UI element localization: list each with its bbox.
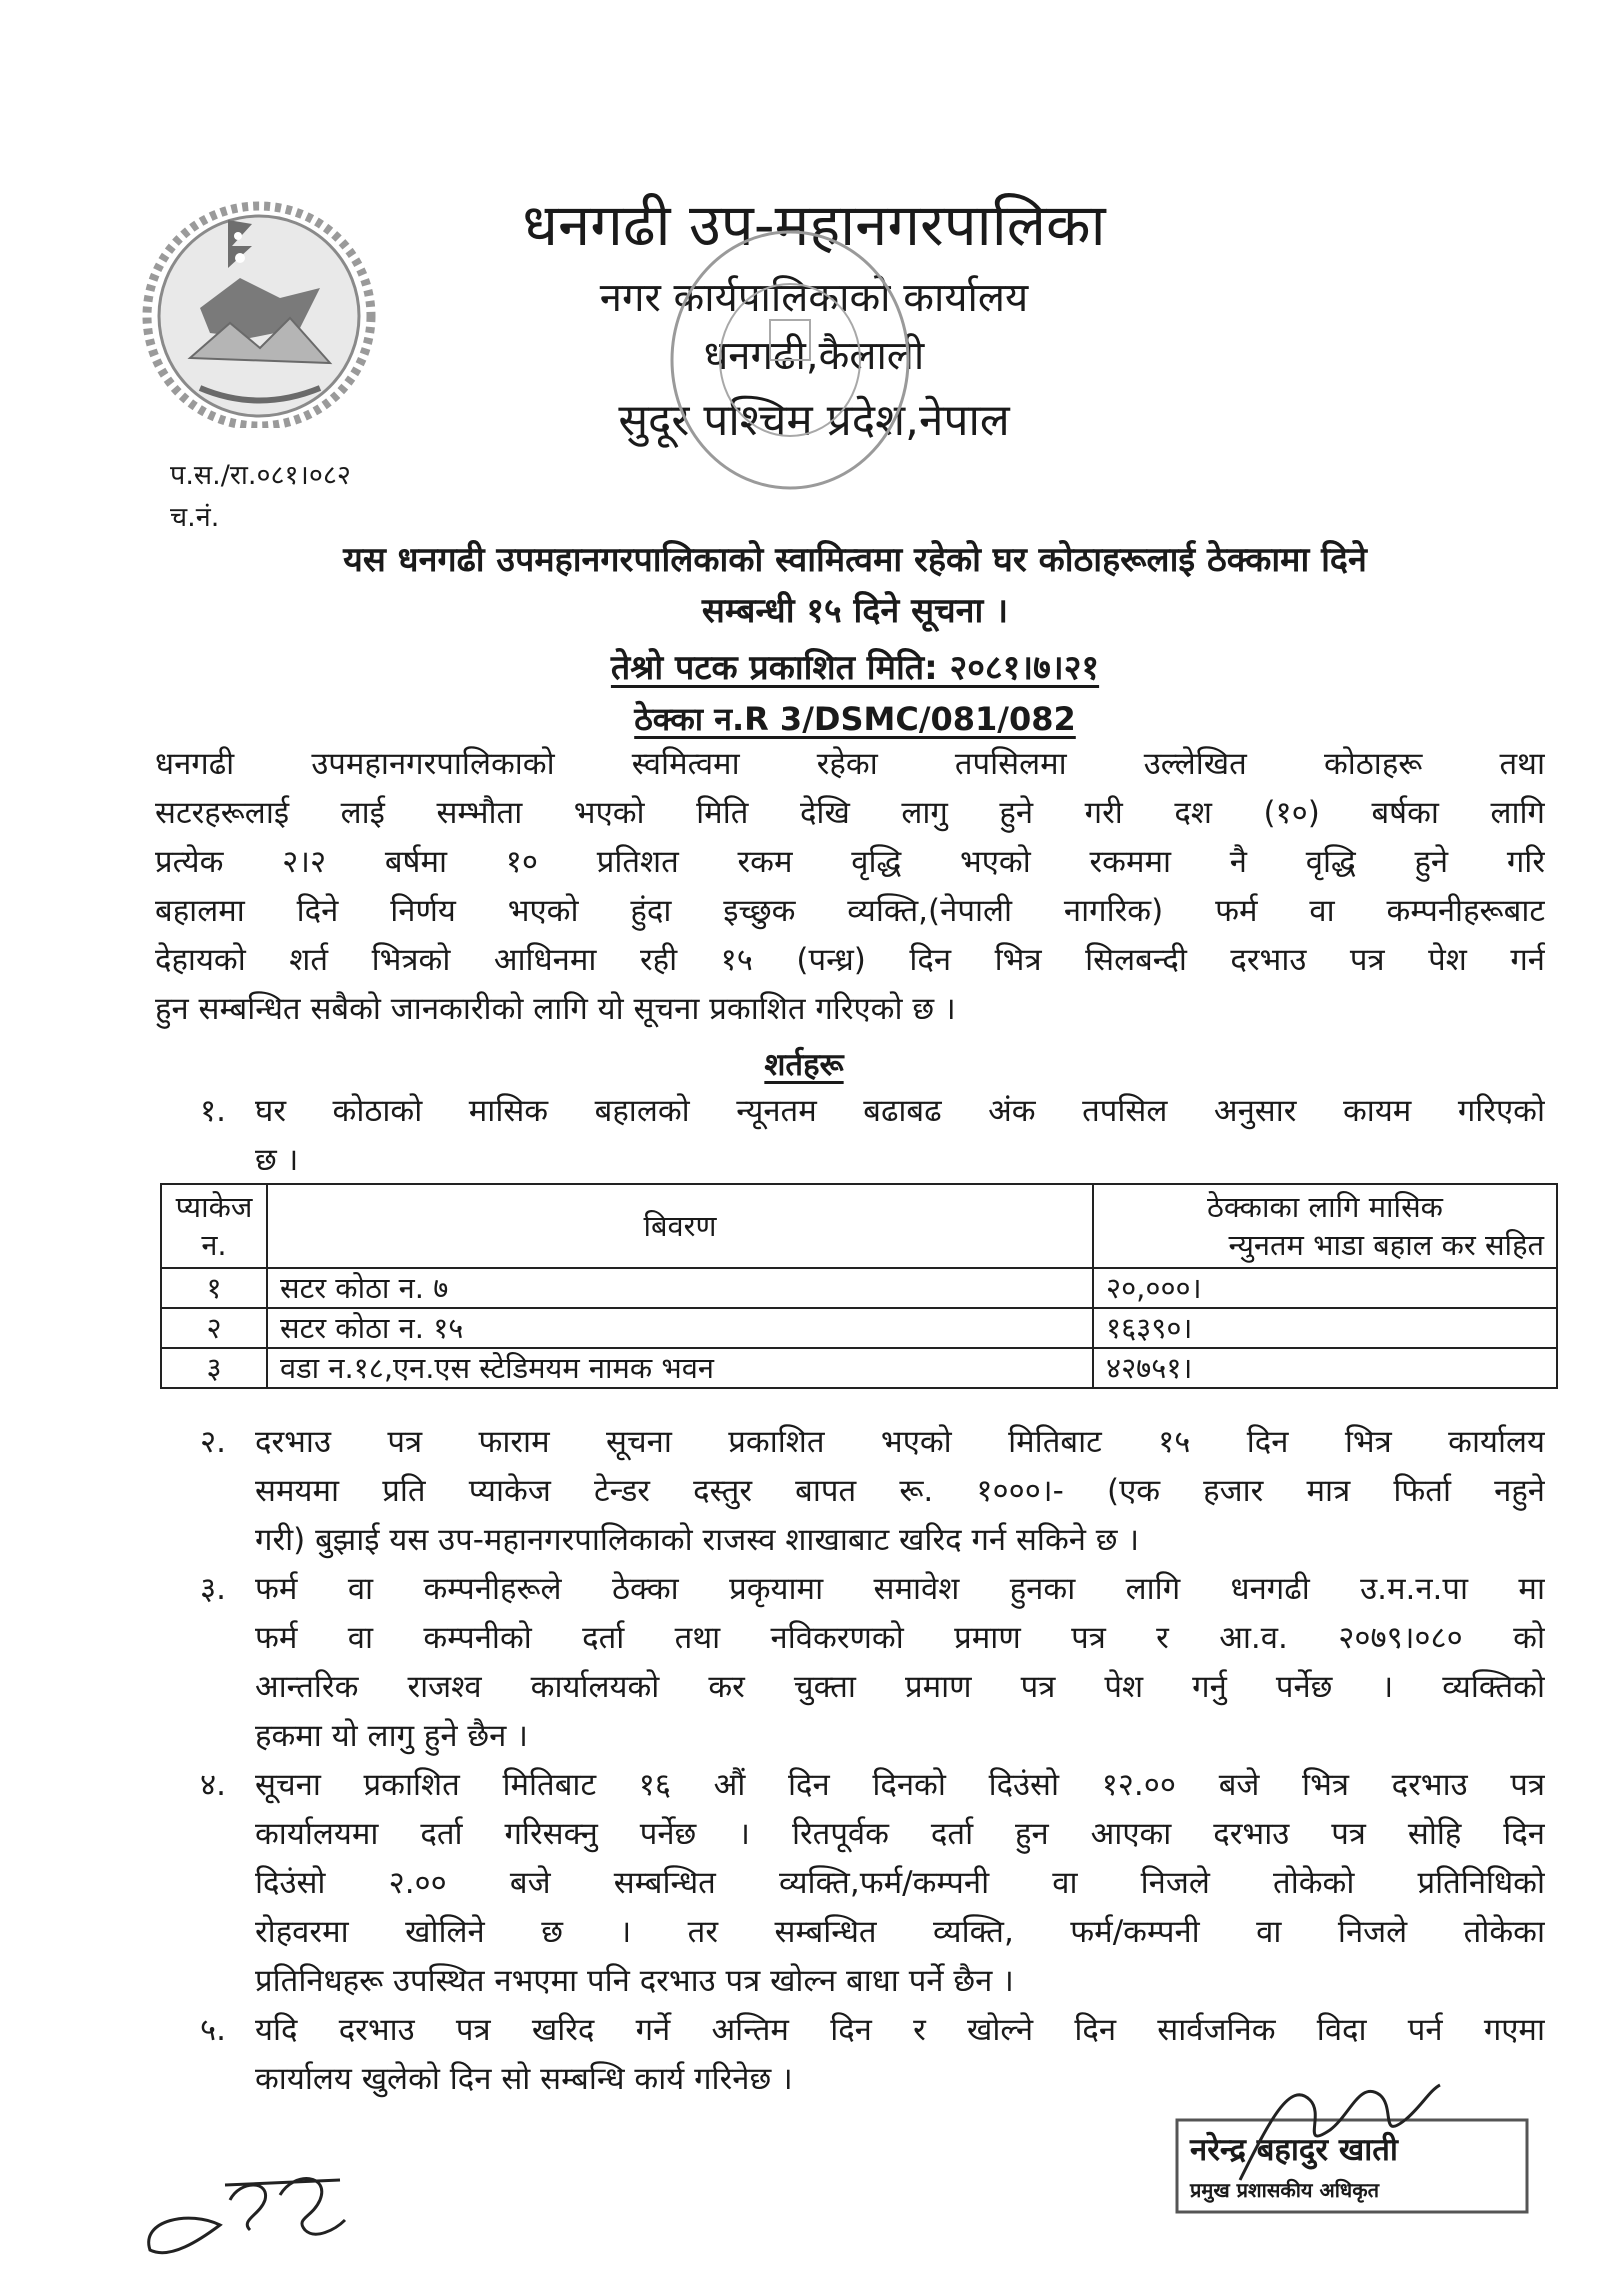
condition-line: प्रतिनिधहरू उपस्थित नभएमा पनि दरभाउ पत्र खोल्न बाधा पर्ने छैन । bbox=[255, 1963, 1014, 1999]
header-rent-line: ठेक्काका लागि मासिक bbox=[1207, 1190, 1443, 1224]
office-name: नगर कार्यपालिकाको कार्यालय bbox=[599, 275, 1029, 321]
cell-description: सटर कोठा न. १५ bbox=[267, 1308, 1093, 1348]
signature-icon bbox=[1230, 2060, 1450, 2200]
condition-line: छ । bbox=[255, 1142, 299, 1178]
table-row bbox=[161, 1348, 1557, 1388]
cell-rent: ४२७५१। bbox=[1093, 1348, 1557, 1388]
table-row bbox=[161, 1268, 1557, 1308]
condition-number: ३. bbox=[200, 1571, 226, 1607]
table-row bbox=[161, 1308, 1557, 1348]
body-line: हुन सम्बन्धित सबैको जानकारीको लागि यो सूचना प्रकाशित गरिएको छ । bbox=[155, 991, 956, 1027]
condition-number: ५. bbox=[200, 2012, 226, 2048]
contract-number: ठेक्का न.R 3/DSMC/081/082 bbox=[634, 700, 1076, 738]
conditions-heading: शर्तहरू bbox=[764, 1047, 844, 1083]
cell-description: वडा न.१८,एन.एस स्टेडिमयम नामक भवन bbox=[267, 1348, 1093, 1388]
dispatch-number: च.नं. bbox=[170, 502, 220, 533]
table-header-row bbox=[161, 1184, 1557, 1268]
office-location: धनगढी,कैलाली bbox=[703, 333, 925, 379]
condition-line: कार्यालय खुलेको दिन सो सम्बन्धि कार्य गरिनेछ । bbox=[255, 2061, 793, 2097]
header-package bbox=[161, 1184, 267, 1268]
cell-package: १ bbox=[161, 1268, 267, 1308]
signatory-title: प्रमुख प्रशासकीय अधिकृत bbox=[1190, 2178, 1379, 2202]
header-rent-line: न्युनतम भाडा बहाल कर सहित bbox=[1228, 1228, 1544, 1262]
province-name: सुदूर पश्चिम प्रदेश,नेपाल bbox=[618, 395, 1010, 446]
initials-signature-icon bbox=[130, 2140, 370, 2270]
body-line: प्रत्येक २।२ बर्षमा १० प्रतिशत रकम वृद्धि भएको रकममा नै वृद्धि हुने गरि bbox=[155, 844, 1545, 880]
rent-table bbox=[160, 1183, 1558, 1389]
published-date: तेश्रो पटक प्रकाशित मिति: २०८१।७।२१ bbox=[610, 648, 1100, 688]
condition-line: गरी) बुझाई यस उप-महानगरपालिकाको राजस्व शाखाबाट खरिद गर्न सकिने छ । bbox=[255, 1522, 1140, 1558]
condition-line: फर्म वा कम्पनीको दर्ता तथा नविकरणको प्रमाण पत्र र आ.व. २०७९।०८० को bbox=[255, 1620, 1545, 1656]
header-package-line: प्याकेज bbox=[175, 1190, 253, 1224]
condition-line: हकमा यो लागु हुने छैन । bbox=[255, 1718, 528, 1754]
condition-line: कार्यालयमा दर्ता गरिसक्नु पर्नेछ । रितपूर्वक दर्ता हुन आएका दरभाउ पत्र सोहि दिन bbox=[255, 1816, 1545, 1852]
notice-title-line-1: यस धनगढी उपमहानगरपालिकाको स्वामित्वमा रहेको घर कोठाहरूलाई ठेक्कामा दिने bbox=[343, 540, 1367, 580]
cell-rent: १६३९०। bbox=[1093, 1308, 1557, 1348]
condition-line: घर कोठाको मासिक बहालको न्यूनतम बढाबढ अंक तपसिल अनुसार कायम गरिएको bbox=[255, 1093, 1545, 1129]
body-line: सटरहरूलाई लाई सम्भौता भएको मिति देखि लागु हुने गरी दश (१०) बर्षका लागि bbox=[155, 795, 1545, 831]
condition-line: सूचना प्रकाशित मितिबाट १६ औं दिन दिनको दिउंसो १२.०० बजे भित्र दरभाउ पत्र bbox=[255, 1767, 1545, 1803]
header-rent bbox=[1093, 1184, 1557, 1268]
cell-package: ३ bbox=[161, 1348, 267, 1388]
header-package-line: न. bbox=[201, 1228, 227, 1262]
municipality-title: धनगढी उप-महानगरपालिका bbox=[522, 191, 1106, 259]
condition-line: रोहवरमा खोलिने छ । तर सम्बन्धित व्यक्ति, फर्म/कम्पनी वा निजले तोकेका bbox=[255, 1914, 1545, 1950]
notice-title-line-2: सम्बन्धी १५ दिने सूचना । bbox=[701, 591, 1009, 631]
body-line: बहालमा दिने निर्णय भएको हुंदा इच्छुक व्यक्ति,(नेपाली नागरिक) फर्म वा कम्पनीहरूबाट bbox=[155, 893, 1545, 929]
condition-line: दरभाउ पत्र फाराम सूचना प्रकाशित भएको मितिबाट १५ दिन भित्र कार्यालय bbox=[255, 1424, 1545, 1460]
cell-description: सटर कोठा न. ७ bbox=[267, 1268, 1093, 1308]
condition-line: यदि दरभाउ पत्र खरिद गर्ने अन्तिम दिन र खोल्ने दिन सार्वजनिक विदा पर्न गएमा bbox=[255, 2012, 1545, 2048]
condition-line: दिउंसो २.०० बजे सम्बन्धित व्यक्ति,फर्म/कम्पनी वा निजले तोकेको प्रतिनिधिको bbox=[255, 1865, 1545, 1901]
body-line: धनगढी उपमहानगरपालिकाको स्वमित्वमा रहेका तपसिलमा उल्लेखित कोठाहरू तथा bbox=[155, 746, 1545, 782]
reference-number: प.स./रा.०८१।०८२ bbox=[170, 460, 351, 491]
condition-number: ४. bbox=[200, 1767, 226, 1803]
body-line: देहायको शर्त भित्रको आधिनमा रही १५ (पन्ध्र) दिन भित्र सिलबन्दी दरभाउ पत्र पेश गर्न bbox=[155, 942, 1545, 978]
header-description: बिवरण bbox=[267, 1184, 1093, 1268]
condition-number: २. bbox=[200, 1424, 226, 1460]
condition-line: समयमा प्रति प्याकेज टेन्डर दस्तुर बापत रू. १०००।- (एक हजार मात्र फिर्ता नहुने bbox=[255, 1473, 1545, 1509]
condition-number: १. bbox=[200, 1093, 226, 1129]
condition-line: फर्म वा कम्पनीहरूले ठेक्का प्रकृयामा समावेश हुनका लागि धनगढी उ.म.न.पा मा bbox=[255, 1571, 1545, 1607]
office-seal-icon bbox=[660, 210, 920, 510]
condition-line: आन्तरिक राजश्व कार्यालयको कर चुक्ता प्रमाण पत्र पेश गर्नु पर्नेछ । व्यक्तिको bbox=[255, 1669, 1545, 1705]
signatory-name: नरेन्द्र बहादुर खाती bbox=[1190, 2132, 1398, 2168]
cell-rent: २०,०००। bbox=[1093, 1268, 1557, 1308]
cell-package: २ bbox=[161, 1308, 267, 1348]
